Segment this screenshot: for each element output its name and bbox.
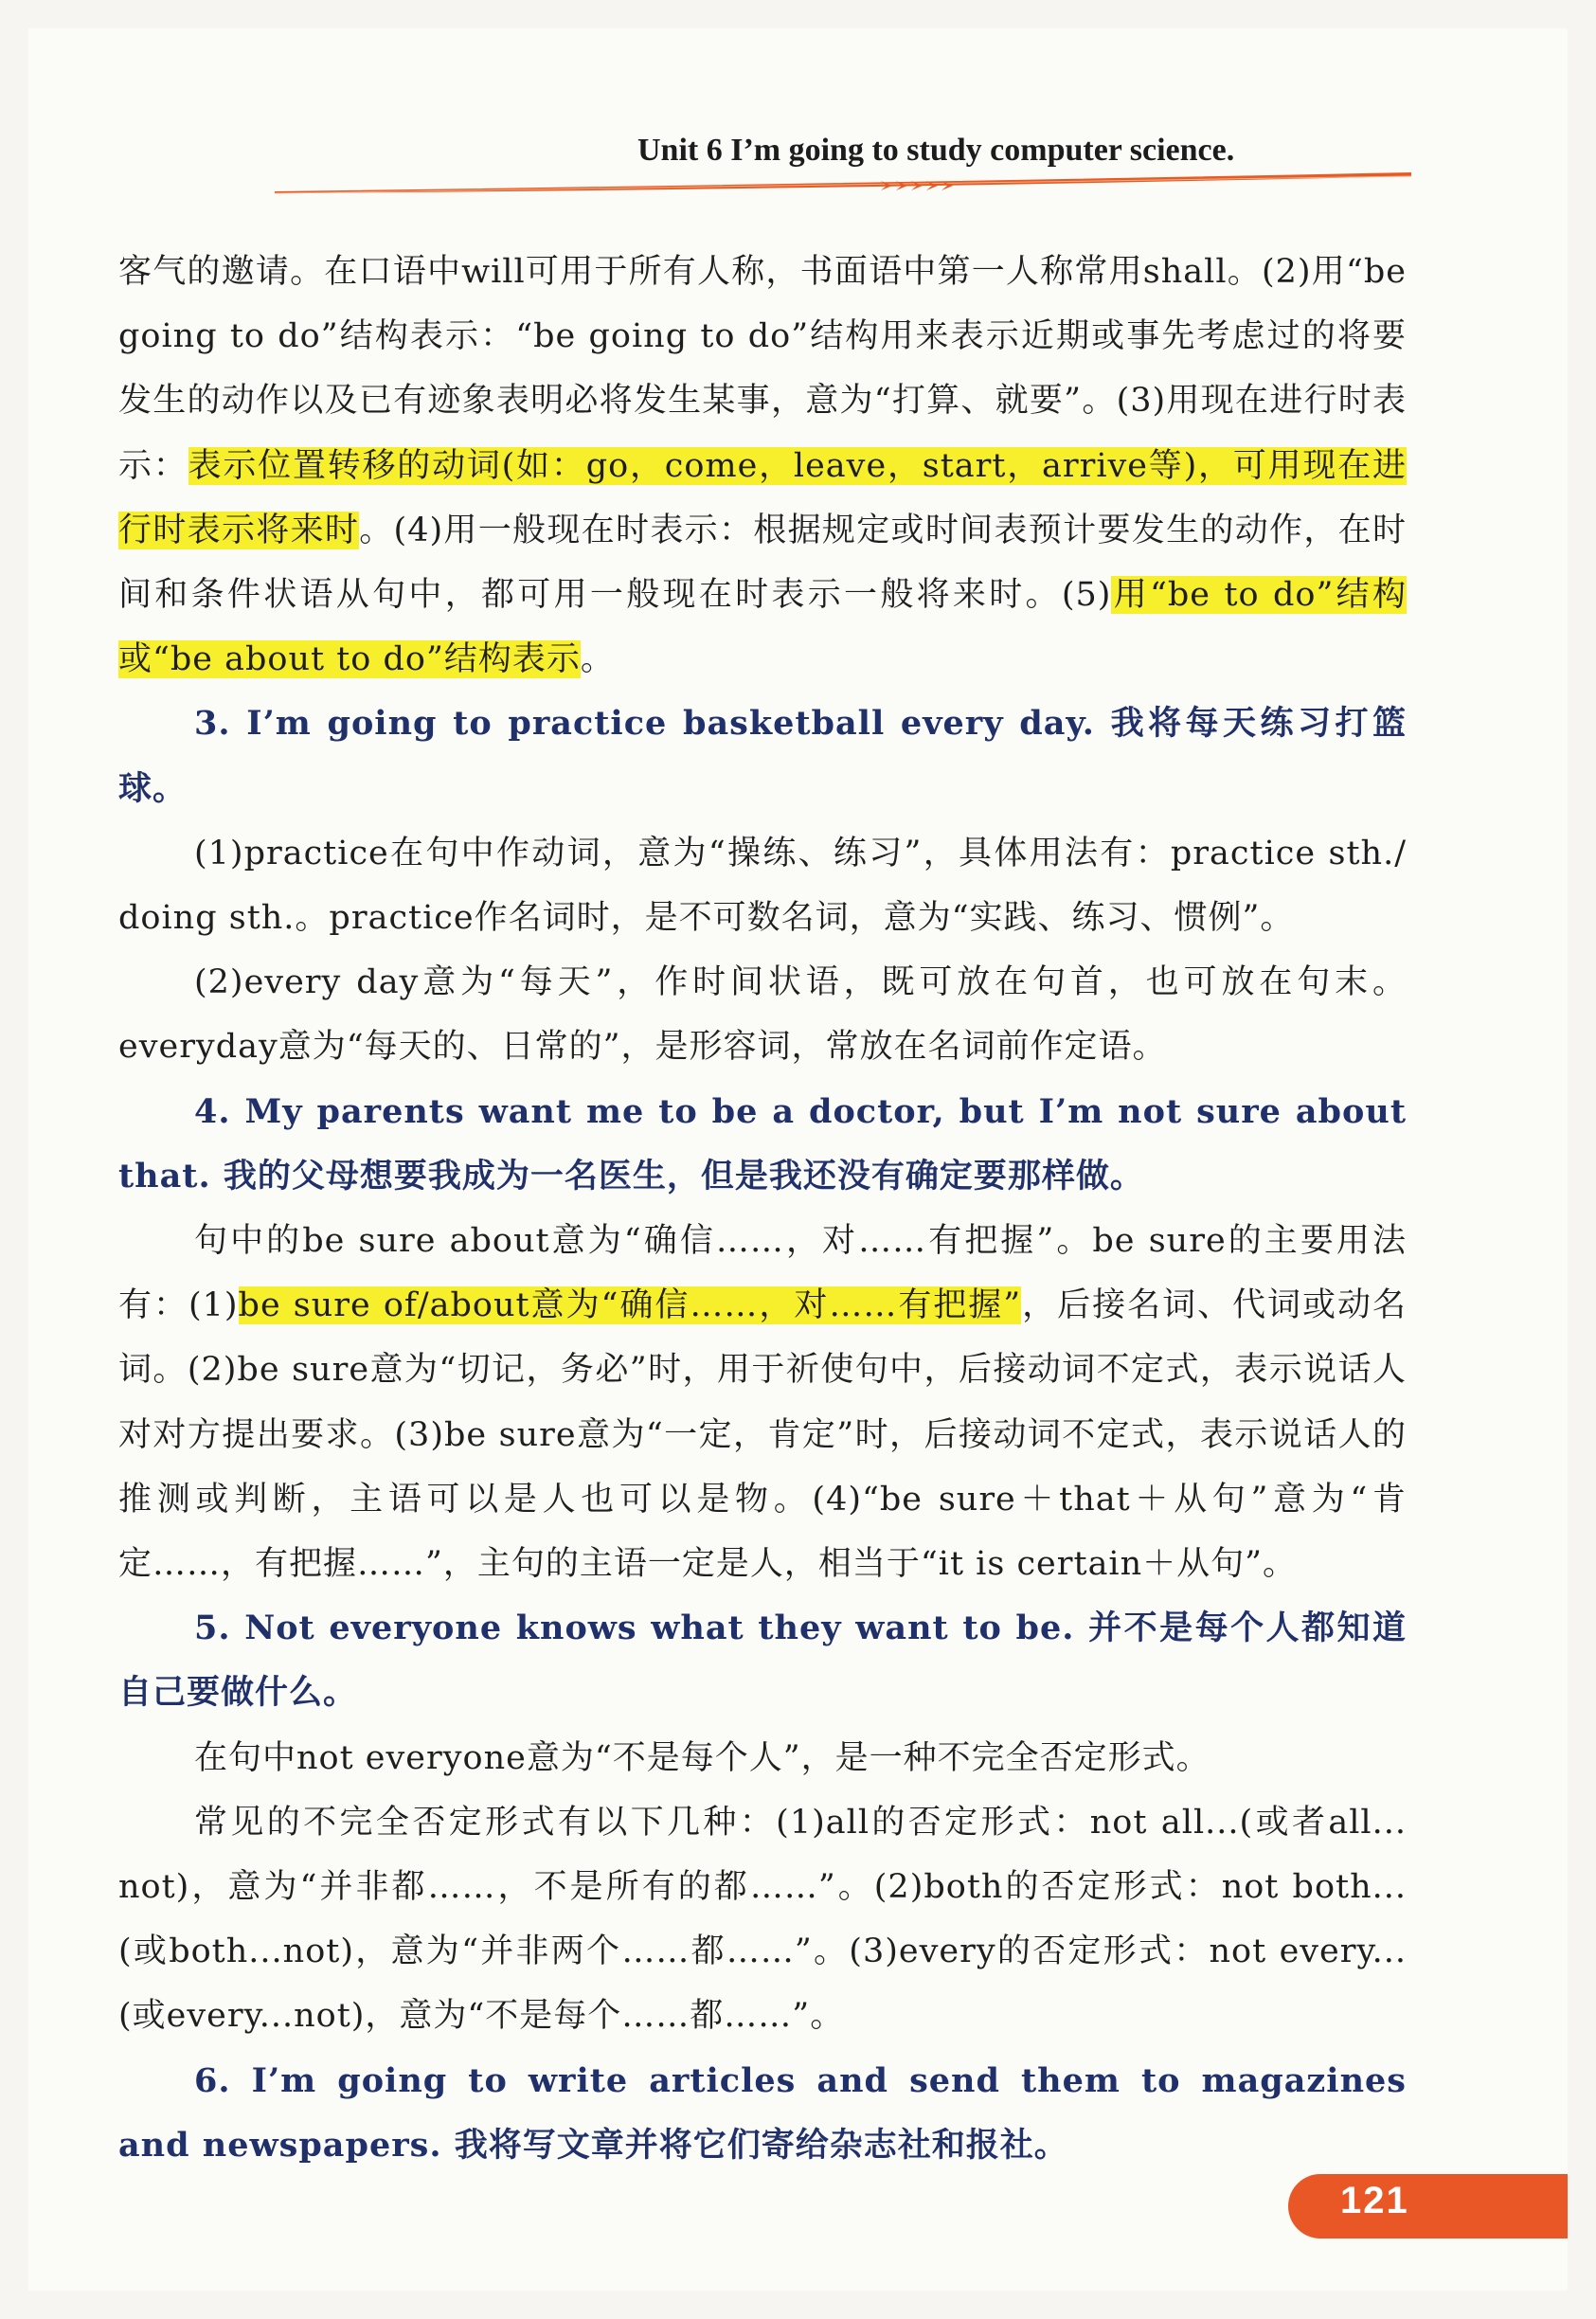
section-heading-4: 4. My parents want me to be a doctor, but I’m not sure about that. 我的父母想要我成为一名医生，但是我还没有确定要那样做。 (118, 1091, 1407, 1195)
paragraph-text: ，后接名词、代词或动名词。(2)be sure意为“切记，务必”时，用于祈使句中，后接动词不定式，表示说话人对对方提出要求。(3)be sure意为“一定，肯定”时，后接动词不定式，表示说话人的推测或判断，主语可以是人也可以是物。(4)“be sure＋that＋从句”意为“肯定……，有把握……”，主句的主语一定是人，相当于“it is certain＋从句”。 (118, 1286, 1407, 1584)
page-number-badge (1288, 2174, 1568, 2238)
paragraph-not-everyone: 在句中not everyone意为“不是每个人”，是一种不完全否定形式。 (194, 1738, 1210, 1777)
page-number: 121 (1340, 2180, 1409, 2221)
paragraph-every-day-usage: (2)every day意为“每天”，作时间状语，既可放在句首，也可放在句末。everyday意为“每天的、日常的”，是形容词，常放在名词前作定语。 (118, 963, 1407, 1067)
paragraph-text: 。 (580, 640, 615, 679)
paragraph-text: 。(4)用一般现在时表示：根据规定或时间表预计要发生的动作，在时间和条件状语从句中，都可用一般现在时表示一般将来时。(5) (118, 511, 1407, 615)
highlighted-text: 表示位置转移的动词(如：go，come，leave，start，arrive等)，可用现在进行时表示将来时 (118, 446, 1407, 549)
running-header: Unit 6 I’m going to study computer science. (637, 133, 1235, 168)
section-heading-6: 6. I’m going to write articles and send them to magazines and newspapers. 我将写文章并将它们寄给杂志社和报社。 (118, 2060, 1407, 2165)
paragraph-practice-usage: (1)practice在句中作动词，意为“操练、练习”，具体用法有：practice sth./ doing sth.。practice作名词时，是不可数名词，意为“实践、练习、惯例”。 (118, 834, 1407, 938)
paragraph-be-sure-usage (118, 1209, 1407, 1596)
paragraph-future-tense-usage (118, 240, 1407, 692)
section-heading-5: 5. Not everyone knows what they want to be. 并不是每个人都知道自己要做什么。 (118, 1609, 1407, 1713)
highlighted-text: 用“be to do”结构或“be about to do”结构表示 (118, 576, 1407, 679)
paragraph-text: 客气的邀请。在口语中will可用于所有人称，书面语中第一人称常用shall。(2)用“be going to do”结构表示：“be going to do”结构用来表示近期或事先考虑过的将要发生的动作以及已有迹象表明必将发生某事，意为“打算、就要”。(3)用现在进行时表示： (118, 253, 1407, 485)
main-content (118, 240, 1407, 2178)
header-decorative-line (275, 171, 1411, 199)
paragraph-text: 句中的be sure about意为“确信……，对……有把握”。be sure的主要用法有：(1) (118, 1222, 1407, 1325)
paragraph-partial-negation: 常见的不完全否定形式有以下几种：(1)all的否定形式：not all...(或者all... not)，意为“并非都……，不是所有的都……”。(2)both的否定形式：not both... (或both...not)，意为“并非两个……都……”。(3)every的否定形式：not every... (或every...not)，意为“不是每个……都……”。 (118, 1803, 1407, 2036)
section-heading-3: 3. I’m going to practice basketball every day. 我将每天练习打篮球。 (118, 704, 1407, 808)
highlighted-text: be sure of/about意为“确信……，对……有把握” (238, 1286, 1022, 1325)
